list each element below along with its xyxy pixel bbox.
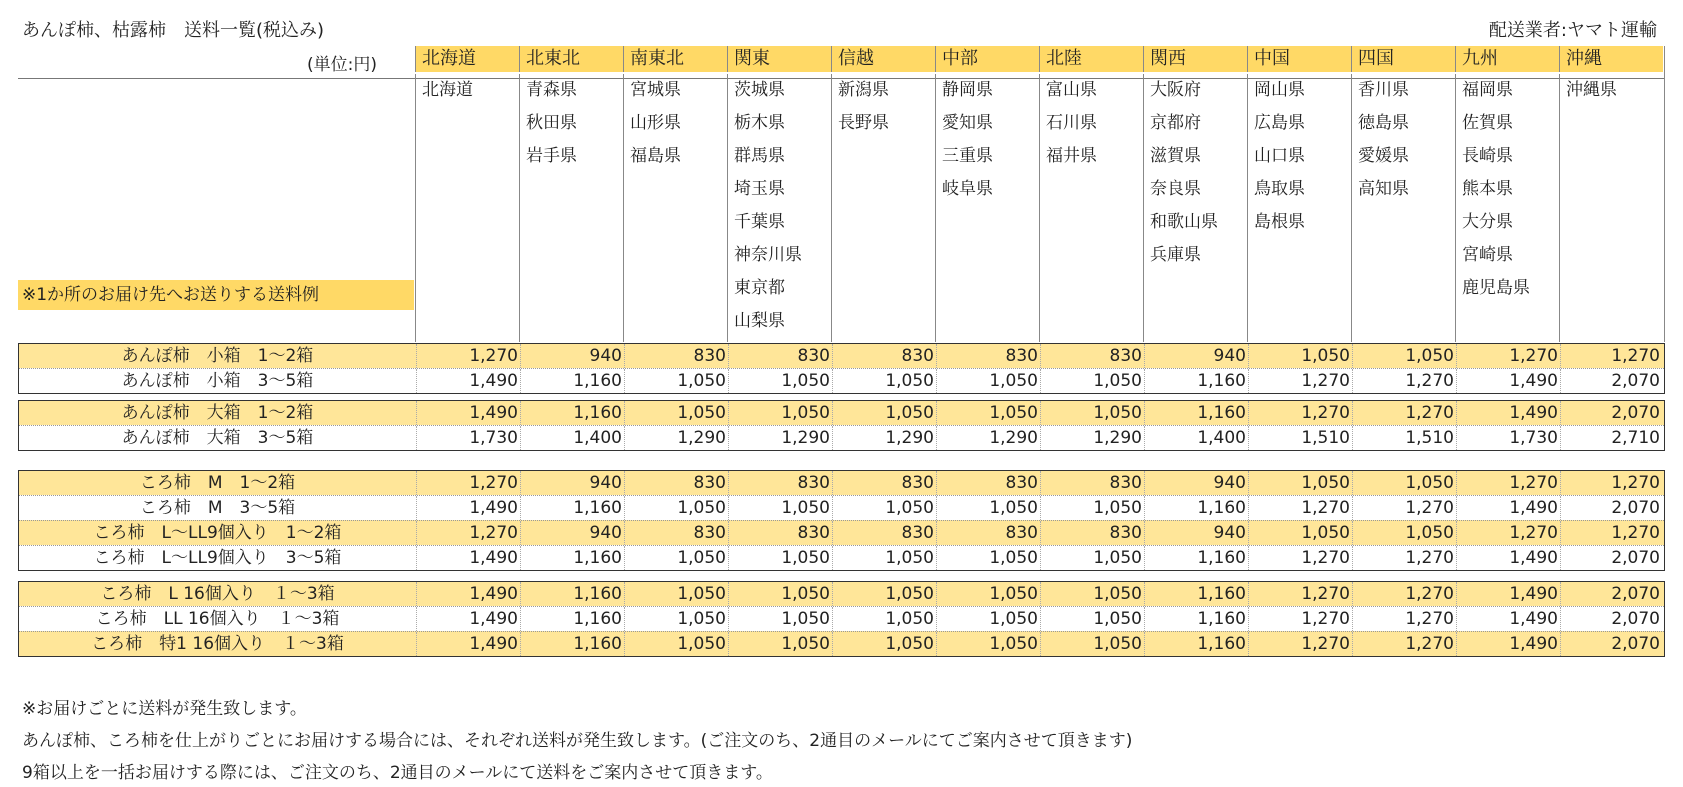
region-header: 南東北: [623, 46, 727, 72]
price-cell: 1,270: [1456, 344, 1560, 368]
price-cell: 1,490: [416, 632, 520, 656]
price-group: [18, 470, 1665, 571]
table-right-border: [1664, 46, 1665, 342]
prefecture-name: 京都府: [1150, 113, 1201, 133]
prefecture-name: 千葉県: [734, 212, 785, 232]
prefecture-name: 群馬県: [734, 146, 785, 166]
price-cell: 1,270: [1560, 471, 1662, 495]
table-row: [19, 471, 1664, 495]
prefecture-name: 佐賀県: [1462, 113, 1513, 133]
price-cell: 1,050: [624, 401, 728, 425]
price-cell: 1,160: [1144, 546, 1248, 570]
price-cell: 1,050: [936, 496, 1040, 520]
prefecture-name: 和歌山県: [1150, 212, 1218, 232]
region-prefecture-column: [1351, 74, 1455, 342]
price-cell: 1,160: [1144, 369, 1248, 393]
price-cell: 1,510: [1248, 426, 1352, 450]
price-cell: 1,270: [1248, 582, 1352, 606]
carrier-label: 配送業者:ヤマト運輸: [1488, 20, 1657, 41]
region-header: 沖縄: [1559, 46, 1663, 72]
price-cell: 1,050: [728, 496, 832, 520]
product-label: ころ柿 L 16個入り １～3箱: [100, 584, 335, 604]
price-cell: 1,490: [416, 607, 520, 631]
prefecture-name: 奈良県: [1150, 179, 1201, 199]
price-cell: 1,290: [624, 426, 728, 450]
price-cell: 1,050: [624, 582, 728, 606]
price-cell: 1,270: [1352, 632, 1456, 656]
region-prefecture-column: [519, 74, 623, 342]
price-cell: 1,050: [936, 582, 1040, 606]
product-label: あんぽ柿 大箱 1～2箱: [121, 403, 314, 423]
price-cell: 1,490: [1456, 401, 1560, 425]
price-cell: 1,050: [1352, 471, 1456, 495]
price-cell: 1,050: [832, 369, 936, 393]
region-prefecture-column: [1455, 74, 1559, 342]
price-cell: 1,270: [1248, 369, 1352, 393]
price-cell: 1,490: [1456, 582, 1560, 606]
prefecture-name: 高知県: [1358, 179, 1409, 199]
prefecture-name: 福島県: [630, 146, 681, 166]
price-cell: 1,050: [936, 401, 1040, 425]
price-cell: 1,270: [1248, 401, 1352, 425]
region-prefecture-column: [1559, 74, 1663, 342]
price-cell: 2,070: [1560, 632, 1662, 656]
price-cell: 1,050: [728, 546, 832, 570]
prefecture-name: 島根県: [1254, 212, 1305, 232]
price-cell: 1,160: [520, 546, 624, 570]
price-cell: 1,050: [624, 496, 728, 520]
price-cell: 1,490: [416, 582, 520, 606]
table-row: [19, 545, 1664, 570]
region-header: 北海道: [415, 46, 519, 72]
prefecture-name: 茨城県: [734, 80, 785, 100]
product-label: あんぽ柿 小箱 1～2箱: [121, 346, 314, 366]
region-header: 関西: [1143, 46, 1247, 72]
prefecture-name: 鳥取県: [1254, 179, 1305, 199]
price-group: [18, 343, 1665, 394]
region-prefecture-column: [415, 74, 519, 342]
price-cell: 830: [624, 521, 728, 545]
product-label: あんぽ柿 小箱 3～5箱: [121, 371, 314, 391]
prefecture-name: 滋賀県: [1150, 146, 1201, 166]
prefecture-name: 青森県: [526, 80, 577, 100]
prefecture-name: 大阪府: [1150, 80, 1201, 100]
prefecture-name: 山口県: [1254, 146, 1305, 166]
price-cell: 1,050: [832, 582, 936, 606]
price-cell: 1,050: [624, 546, 728, 570]
table-row: [19, 344, 1664, 368]
price-cell: 1,270: [1352, 546, 1456, 570]
price-cell: 1,490: [416, 369, 520, 393]
price-cell: 1,290: [936, 426, 1040, 450]
price-cell: 1,270: [1352, 582, 1456, 606]
table-row: [19, 425, 1664, 450]
price-cell: 1,490: [1456, 607, 1560, 631]
prefecture-name: 沖縄県: [1566, 80, 1617, 100]
price-cell: 1,050: [1040, 607, 1144, 631]
price-cell: 1,050: [936, 369, 1040, 393]
price-cell: 1,400: [520, 426, 624, 450]
price-group: [18, 581, 1665, 657]
region-header: 九州: [1455, 46, 1559, 72]
region-header: 信越: [831, 46, 935, 72]
price-cell: 1,050: [1248, 344, 1352, 368]
prefecture-name: 北海道: [422, 80, 473, 100]
price-cell: 1,050: [728, 607, 832, 631]
price-cell: 1,050: [624, 369, 728, 393]
price-cell: 1,730: [416, 426, 520, 450]
price-cell: 1,270: [1352, 496, 1456, 520]
price-cell: 1,050: [728, 369, 832, 393]
price-cell: 830: [728, 471, 832, 495]
region-prefecture-column: [1039, 74, 1143, 342]
prefecture-name: 栃木県: [734, 113, 785, 133]
price-cell: 1,490: [1456, 496, 1560, 520]
price-cell: 1,050: [936, 632, 1040, 656]
price-cell: 2,070: [1560, 546, 1662, 570]
region-header: 四国: [1351, 46, 1455, 72]
price-cell: 1,050: [1248, 521, 1352, 545]
region-header: 北陸: [1039, 46, 1143, 72]
prefecture-name: 香川県: [1358, 80, 1409, 100]
table-row: [19, 520, 1664, 545]
price-cell: 1,270: [1352, 369, 1456, 393]
price-cell: 1,490: [1456, 632, 1560, 656]
price-cell: 2,070: [1560, 582, 1662, 606]
prefecture-name: 静岡県: [942, 80, 993, 100]
footnote-3: 9箱以上を一括お届けする際には、ご注文のち、2通目のメールにて送料をご案内させて頂きます。: [22, 763, 773, 783]
prefecture-name: 大分県: [1462, 212, 1513, 232]
prefecture-name: 岡山県: [1254, 80, 1305, 100]
prefecture-name: 三重県: [942, 146, 993, 166]
price-cell: 830: [936, 344, 1040, 368]
region-prefecture-column: [935, 74, 1039, 342]
price-cell: 2,070: [1560, 496, 1662, 520]
price-cell: 940: [520, 344, 624, 368]
price-cell: 1,160: [520, 607, 624, 631]
table-row: [19, 631, 1664, 656]
price-cell: 940: [1144, 521, 1248, 545]
price-cell: 1,270: [1352, 401, 1456, 425]
price-cell: 940: [520, 521, 624, 545]
prefecture-name: 岐阜県: [942, 179, 993, 199]
price-cell: 1,160: [520, 582, 624, 606]
price-cell: 830: [832, 344, 936, 368]
price-cell: 1,050: [1040, 496, 1144, 520]
price-cell: 1,270: [416, 471, 520, 495]
prefecture-name: 福井県: [1046, 146, 1097, 166]
example-note: ※1か所のお届け先へお送りする送料例: [18, 280, 414, 310]
price-cell: 1,730: [1456, 426, 1560, 450]
table-row: [19, 368, 1664, 393]
price-cell: 1,050: [728, 632, 832, 656]
region-header: 北東北: [519, 46, 623, 72]
price-cell: 1,160: [520, 369, 624, 393]
price-cell: 830: [1040, 344, 1144, 368]
product-label: ころ柿 LL 16個入り １～3箱: [95, 609, 340, 629]
prefecture-name: 鹿児島県: [1462, 278, 1530, 298]
prefecture-name: 岩手県: [526, 146, 577, 166]
price-cell: 1,290: [1040, 426, 1144, 450]
price-cell: 830: [728, 344, 832, 368]
table-row: [19, 401, 1664, 425]
prefecture-name: 兵庫県: [1150, 245, 1201, 265]
prefecture-name: 宮崎県: [1462, 245, 1513, 265]
price-cell: 830: [936, 521, 1040, 545]
price-cell: 1,270: [1352, 607, 1456, 631]
price-cell: 1,160: [520, 632, 624, 656]
price-cell: 2,710: [1560, 426, 1662, 450]
price-cell: 1,290: [832, 426, 936, 450]
price-cell: 1,490: [1456, 546, 1560, 570]
product-label: ころ柿 M 3～5箱: [139, 498, 296, 518]
table-row: [19, 495, 1664, 520]
region-prefecture-column: [623, 74, 727, 342]
price-cell: 1,050: [936, 607, 1040, 631]
price-cell: 1,270: [1560, 344, 1662, 368]
prefecture-name: 長崎県: [1462, 146, 1513, 166]
price-cell: 1,050: [1352, 344, 1456, 368]
price-cell: 1,050: [832, 401, 936, 425]
price-cell: 1,270: [1456, 521, 1560, 545]
price-cell: 940: [520, 471, 624, 495]
product-label: ころ柿 L～LL9個入り 1～2箱: [93, 523, 342, 543]
price-cell: 1,050: [832, 546, 936, 570]
region-prefecture-column: [831, 74, 935, 342]
prefecture-name: 山梨県: [734, 311, 785, 331]
price-cell: 1,050: [728, 401, 832, 425]
price-cell: 1,050: [1248, 471, 1352, 495]
price-cell: 2,070: [1560, 369, 1662, 393]
price-cell: 830: [1040, 521, 1144, 545]
price-cell: 1,490: [416, 546, 520, 570]
prefecture-name: 広島県: [1254, 113, 1305, 133]
price-cell: 1,270: [1248, 496, 1352, 520]
prefecture-name: 秋田県: [526, 113, 577, 133]
prefecture-name: 徳島県: [1358, 113, 1409, 133]
price-cell: 940: [1144, 344, 1248, 368]
prefecture-name: 東京都: [734, 278, 785, 298]
price-cell: 1,160: [1144, 401, 1248, 425]
price-cell: 1,270: [1456, 471, 1560, 495]
price-cell: 1,050: [832, 496, 936, 520]
price-cell: 1,050: [1040, 582, 1144, 606]
footnote-1: ※お届けごとに送料が発生致します。: [22, 699, 307, 719]
price-cell: 1,290: [728, 426, 832, 450]
prefecture-name: 宮城県: [630, 80, 681, 100]
product-label: ころ柿 M 1～2箱: [139, 473, 296, 493]
table-row: [19, 582, 1664, 606]
price-cell: 1,050: [1040, 369, 1144, 393]
price-cell: 1,490: [1456, 369, 1560, 393]
price-cell: 2,070: [1560, 607, 1662, 631]
prefecture-name: 愛知県: [942, 113, 993, 133]
price-cell: 1,270: [1248, 632, 1352, 656]
price-cell: 1,050: [1352, 521, 1456, 545]
region-prefecture-column: [1247, 74, 1351, 342]
region-header: 中部: [935, 46, 1039, 72]
unit-label: (単位:円): [307, 55, 377, 75]
region-header: 関東: [727, 46, 831, 72]
price-cell: 1,490: [416, 401, 520, 425]
price-cell: 1,050: [832, 607, 936, 631]
price-cell: 2,070: [1560, 401, 1662, 425]
price-cell: 830: [624, 344, 728, 368]
price-cell: 1,160: [520, 401, 624, 425]
price-cell: 1,160: [520, 496, 624, 520]
price-group: [18, 400, 1665, 451]
prefecture-name: 新潟県: [838, 80, 889, 100]
price-cell: 1,050: [624, 632, 728, 656]
prefecture-name: 神奈川県: [734, 245, 802, 265]
page-title: あんぽ柿、枯露柿 送料一覧(税込み): [22, 20, 325, 41]
price-cell: 1,270: [416, 521, 520, 545]
region-prefecture-column: [727, 74, 831, 342]
prefecture-name: 愛媛県: [1358, 146, 1409, 166]
price-cell: 1,270: [1248, 546, 1352, 570]
product-label: ころ柿 特1 16個入り １～3箱: [91, 634, 344, 654]
price-cell: 1,160: [1144, 607, 1248, 631]
price-cell: 1,050: [832, 632, 936, 656]
price-cell: 1,050: [1040, 401, 1144, 425]
price-cell: 1,050: [1040, 632, 1144, 656]
price-cell: 1,270: [416, 344, 520, 368]
price-cell: 1,270: [1560, 521, 1662, 545]
price-cell: 1,400: [1144, 426, 1248, 450]
price-cell: 1,050: [728, 582, 832, 606]
price-cell: 940: [1144, 471, 1248, 495]
price-cell: 830: [832, 521, 936, 545]
price-cell: 1,160: [1144, 496, 1248, 520]
price-cell: 830: [936, 471, 1040, 495]
prefecture-name: 山形県: [630, 113, 681, 133]
price-cell: 1,160: [1144, 632, 1248, 656]
price-cell: 1,050: [1040, 546, 1144, 570]
price-cell: 1,160: [1144, 582, 1248, 606]
price-cell: 1,510: [1352, 426, 1456, 450]
price-cell: 830: [832, 471, 936, 495]
region-header: 中国: [1247, 46, 1351, 72]
price-cell: 1,490: [416, 496, 520, 520]
price-cell: 1,270: [1248, 607, 1352, 631]
prefecture-name: 埼玉県: [734, 179, 785, 199]
product-label: ころ柿 L～LL9個入り 3～5箱: [93, 548, 342, 568]
prefecture-name: 福岡県: [1462, 80, 1513, 100]
prefecture-name: 長野県: [838, 113, 889, 133]
price-cell: 830: [624, 471, 728, 495]
price-cell: 830: [1040, 471, 1144, 495]
table-row: [19, 606, 1664, 631]
product-label: あんぽ柿 大箱 3～5箱: [121, 428, 314, 448]
price-cell: 1,050: [624, 607, 728, 631]
prefecture-name: 石川県: [1046, 113, 1097, 133]
footnote-2: あんぽ柿、ころ柿を仕上がりごとにお届けする場合には、それぞれ送料が発生致します。(ご注文のち、2通目のメールにてご案内させて頂きます): [22, 731, 1133, 751]
prefecture-name: 熊本県: [1462, 179, 1513, 199]
region-prefecture-column: [1143, 74, 1247, 342]
price-cell: 1,050: [936, 546, 1040, 570]
prefecture-name: 富山県: [1046, 80, 1097, 100]
price-cell: 830: [728, 521, 832, 545]
